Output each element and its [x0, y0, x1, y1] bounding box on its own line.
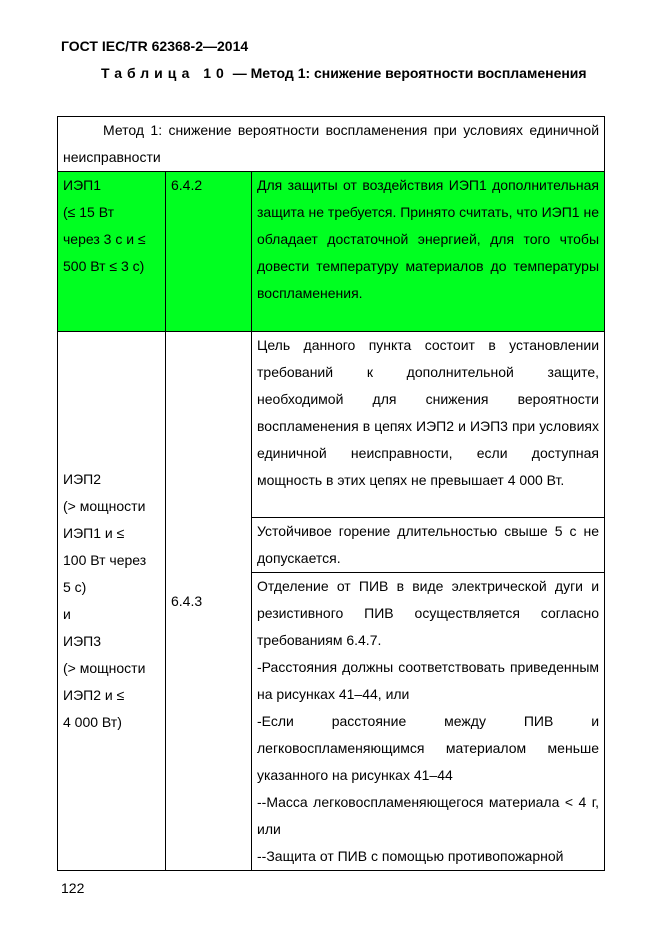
table-row: [58, 332, 605, 518]
page-number: 122: [61, 880, 85, 896]
method-table: [57, 116, 605, 871]
requirement-cell: Для защиты от воздействия ИЭП1 дополнительная защита не требуется. Принято считать, что ИЭП1 не обладает достаточной энергией, для того чтобы довести температуру материалов до температуры воспламенения.: [252, 172, 605, 332]
table-row: [58, 172, 605, 332]
table-title-row: Метод 1: снижение вероятности воспламенения при условиях единичной неисправности: [58, 117, 605, 172]
table-label: Таблица 10: [101, 65, 229, 81]
requirement-cell: Устойчивое горение длительностью свыше 5 с не допускается.: [252, 518, 605, 573]
table-title: — Метод 1: снижение вероятности воспламенения: [232, 65, 587, 81]
hazard-class-cell: ИЭП2 (> мощности ИЭП1 и ≤ 100 Вт через 5 с) и ИЭП3 (> мощности ИЭП2 и ≤ 4 000 Вт): [58, 332, 166, 871]
requirement-cell: Цель данного пункта состоит в установлении требований к дополнительной защите, необходимой для снижения вероятности воспламенения в цепях ИЭП2 и ИЭП3 при условиях единичной неисправности, если доступная мощность в этих цепях не превышает 4 000 Вт.: [252, 332, 605, 518]
table-caption: [61, 60, 601, 87]
hazard-class-cell: ИЭП1 (≤ 15 Вт через 3 с и ≤ 500 Вт ≤ 3 с): [58, 172, 166, 332]
requirement-cell: Отделение от ПИВ в виде электрической дуги и резистивного ПИВ осуществляется согласно требованиям 6.4.7. -Расстояния должны соответствовать приведенным на рисунках 41–44, или -Если расстояние между ПИВ и легковоспламеняющимся материалом меньше указанного на рисунках 41–44 --Масса легковоспламеняющегося материала < 4 г, или --Защита от ПИВ с помощью противопожарной: [252, 573, 605, 871]
standard-number: ГОСТ IEC/TR 62368-2—2014: [61, 38, 249, 54]
clause-cell: 6.4.2: [166, 172, 252, 332]
clause-cell: 6.4.3: [166, 332, 252, 871]
